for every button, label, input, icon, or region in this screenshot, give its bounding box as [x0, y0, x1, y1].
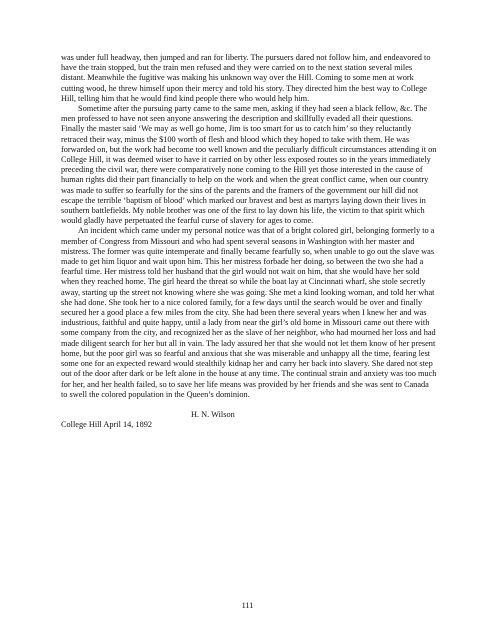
signature-name: H. N. Wilson: [191, 409, 235, 419]
paragraph-continuation: was under full headway, then jumped and ran for liberty. The pursuers dared not follow him, and endeavored to have the train stopped, but the train men refused and they were carried on to the next station several miles distant. Meanwhile the fugitive was making his unknown way over the Hill. Coming to some men at work cutting wood, he threw himself upon their mercy and told his story. They directed him the best way to College Hill, telling him that he would find kind people there who would help him.: [61, 53, 431, 103]
page-number: 111: [241, 601, 254, 610]
paragraph-incident: An incident which came under my personal notice was that of a bright colored girl, belonging formerly to a member of Congress from Missouri and who had spent several seasons in Washington with her master and mistress. The former was quite intemperate and finally became fearfully so, when unable to go out the slave was made to get him liquor and wait upon him. This her mistress forbade her doing, so between the two she had a fearful time. Her mistress told her husband that the girl would not wait on him, that she would have her sold when they reached home. The girl heard the threat so while the boat lay at Cincinnati wharf, she stole secretly away, starting up the street not knowing where she was going. She met a kind looking woman, and told her what she had done. She took her to a nice colored family, for a few days until the search would be over and finally secured her a good place a few miles from the city. She had been there several years when I knew her and was industrious, faithful and quite happy, until a lady from near the girl’s old home in Missouri came out there with some company from the city, and recognized her as the slave of her neighbor, who had mourned her loss and had made diligent search for her but all in vain. The lady assured her that she would not let them know of her present home, but the poor girl was so fearful and anxious that she was miserable and unhappy all the time, fearing lest some one for an expected reward would stealthily kidnap her and carry her back into slavery. She dared not step out of the door after dark or be left alone in the house at any time. The continual strain and anxiety was too much for her, and her health failed, so to save her life means was provided by her friends and she was sent to Canada to swell the colored population in the Queen’s dominion.: [61, 226, 437, 399]
signature-place-date: College Hill April 14, 1892: [61, 420, 153, 430]
paragraph-pursuers: Sometime after the pursuing party came to the same men, asking if they had seen a black fellow, &c. The men professed to have not seen anyone answering the description and skillfully evaded all their questions. Finally the master said ‘We may as well go home, Jim is too smart for us to catch him’ so they reluctantly retraced their way, minus the $100 worth of flesh and blood which they hoped to take with them. He was forwarded on, but the work had become too well known and the peculiarly difficult circumstances attending it on College Hill, it was deemed wiser to have it carried on by other less exposed routes so in the years immediately preceding the civil war, there were comparatively none coming to the Hill yet those interested in the cause of human rights did their part financially to help on the work and when the great conflict came, when our country was made to suffer so fearfully for the sins of the parents and the framers of the government our hill did not escape the terrible ‘baptism of blood’ which marked our bravest and best as martyrs laying down their lives in southern battlefields. My noble brother was one of the first to lay down his life, the victim to that spirit which would gladly have perpetuated the fearful curse of slavery for ages to come.: [61, 104, 437, 226]
document-body: [61, 53, 437, 430]
signature-block: [61, 410, 437, 430]
